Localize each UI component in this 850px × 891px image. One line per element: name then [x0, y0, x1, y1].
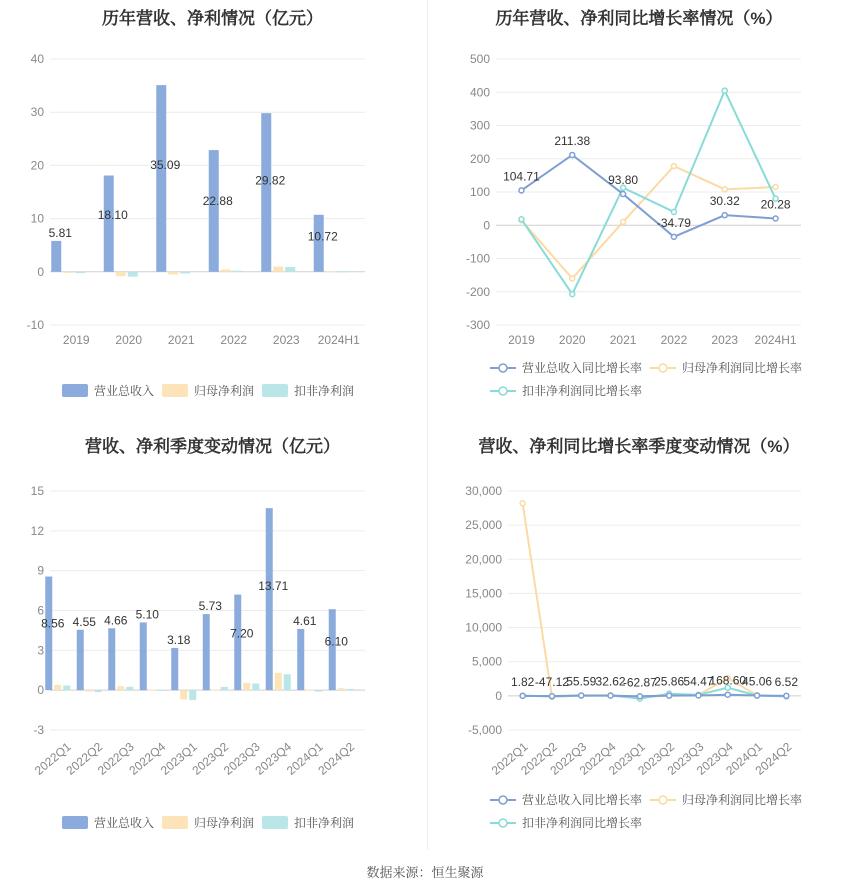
x-tick-label: 2023Q1 [606, 739, 648, 778]
bar-deducted-profit [285, 267, 295, 272]
x-tick-label: 2019 [508, 333, 535, 347]
y-tick-label: 20 [30, 158, 44, 173]
legend-swatch [162, 384, 188, 397]
x-tick-label: 2022Q2 [518, 739, 560, 778]
bar-deducted-profit [128, 272, 138, 277]
bar-revenue [171, 648, 178, 690]
legend-label: 归母净利润同比增长率 [682, 361, 803, 375]
chart-title: 营收、净利同比增长率季度变动情况（%） [478, 437, 800, 456]
data-point [621, 192, 626, 197]
legend-swatch [62, 816, 88, 829]
y-tick-label: 15,000 [465, 586, 502, 601]
bar-revenue [108, 628, 115, 690]
chart-panel-annual-revenue [0, 0, 425, 420]
x-tick-label: 2022Q4 [126, 739, 169, 778]
y-tick-label: 400 [469, 85, 490, 100]
data-source-footer: 数据来源：恒生聚源 [366, 865, 484, 880]
y-tick-label: 0 [37, 264, 44, 279]
legend-marker [499, 819, 507, 827]
data-point [520, 693, 525, 698]
legend-marker [499, 796, 507, 804]
x-tick-label: 2023 [711, 333, 739, 347]
data-label: 168.60 [709, 673, 747, 688]
bar-deducted-profit [252, 684, 259, 691]
y-tick-label: 0 [483, 218, 490, 233]
annual-revenue-chart [0, 0, 425, 420]
y-tick-label: -300 [465, 318, 490, 332]
bar-net-profit [54, 685, 61, 690]
x-tick-label: 2023Q4 [252, 739, 295, 778]
bar-revenue [45, 577, 52, 691]
data-point [519, 188, 524, 193]
bar-revenue [140, 622, 147, 690]
bar-deducted-profit [233, 271, 243, 272]
data-point [608, 693, 613, 698]
data-point [621, 219, 626, 224]
data-label: 18.10 [97, 207, 128, 222]
legend-marker [499, 364, 507, 372]
bar-net-profit [180, 690, 187, 699]
data-point [579, 693, 584, 698]
x-tick-label: 2024Q1 [283, 739, 326, 778]
legend-swatch [162, 816, 188, 829]
data-label: 29.82 [255, 173, 286, 188]
bar-deducted-profit [95, 690, 102, 692]
bar-revenue [77, 630, 84, 690]
legend-label: 归母净利润 [194, 384, 255, 398]
bar-deducted-profit [158, 690, 165, 691]
bar-deducted-profit [75, 272, 85, 273]
data-point [696, 693, 701, 698]
y-tick-label: 0 [495, 688, 502, 703]
legend-label: 扣非净利润 [294, 384, 355, 398]
data-label: 54.47 [683, 674, 714, 689]
bar-deducted-profit [315, 690, 322, 691]
quarterly-growth-chart [428, 422, 850, 850]
legend-label: 营业总收入 [94, 384, 155, 398]
bar-net-profit [275, 673, 282, 690]
data-point [773, 185, 778, 190]
y-tick-label: 20,000 [465, 552, 502, 567]
y-tick-label: 30 [30, 105, 44, 120]
data-label: 32.62 [595, 674, 626, 689]
legend-swatch [262, 816, 288, 829]
legend-label: 归母净利润 [194, 816, 255, 830]
data-label: 211.38 [554, 133, 591, 148]
y-tick-label: 30,000 [465, 484, 502, 498]
x-tick-label: 2023Q2 [189, 739, 232, 778]
data-point [671, 234, 676, 239]
bar-net-profit [338, 688, 345, 690]
y-tick-label: 10,000 [465, 620, 502, 635]
y-tick-label: 10 [30, 211, 44, 226]
chart-title: 历年营收、净利情况（亿元） [102, 9, 323, 28]
y-tick-label: -200 [465, 284, 490, 299]
data-point [520, 501, 525, 506]
chart-title: 营收、净利季度变动情况（亿元） [85, 437, 340, 456]
data-label: 6.10 [324, 634, 348, 649]
y-tick-label: 9 [37, 563, 44, 578]
x-tick-label: 2023Q4 [693, 739, 736, 778]
x-tick-label: 2022Q1 [31, 739, 74, 778]
data-point [784, 693, 789, 698]
bar-deducted-profit [284, 674, 291, 690]
data-label: 4.55 [72, 614, 96, 629]
bar-net-profit [326, 271, 336, 272]
y-tick-label: -3 [33, 723, 44, 737]
data-label: 8.56 [41, 616, 65, 631]
data-point [722, 187, 727, 192]
y-tick-label: 200 [469, 151, 490, 166]
y-tick-label: 100 [469, 185, 490, 199]
chart-panel-quarterly-growth [428, 422, 850, 850]
x-tick-label: 2024Q1 [723, 739, 765, 778]
bar-net-profit [306, 690, 313, 691]
annual-growth-chart [428, 0, 850, 420]
legend-marker [659, 364, 667, 372]
data-label: 3.18 [167, 632, 191, 647]
data-label: 6.52 [774, 674, 799, 689]
bar-revenue [234, 595, 241, 691]
data-label: 4.66 [104, 613, 128, 628]
bar-net-profit [86, 690, 93, 691]
bar-revenue [329, 609, 336, 690]
data-point [755, 693, 760, 698]
bar-net-profit [117, 686, 124, 690]
bar-revenue [156, 85, 166, 272]
data-point [667, 693, 672, 698]
data-point [773, 216, 778, 221]
bar-net-profit [63, 272, 73, 273]
y-tick-label: 5,000 [471, 654, 502, 669]
chart-panel-annual-growth [428, 0, 850, 420]
x-tick-label: 2022Q4 [576, 739, 619, 778]
x-tick-label: 2024Q2 [752, 739, 795, 778]
data-point [725, 692, 730, 697]
legend-label: 营业总收入同比增长率 [522, 361, 643, 375]
data-label: -47.12 [534, 675, 569, 690]
legend-label: 营业总收入同比增长率 [522, 793, 643, 807]
data-label: 30.32 [709, 194, 740, 209]
data-label: 4.61 [293, 613, 317, 628]
data-point [671, 164, 676, 169]
y-tick-label: 12 [30, 523, 44, 538]
bar-net-profit [221, 269, 231, 271]
x-tick-label: 2022 [220, 333, 248, 347]
data-point [722, 213, 727, 218]
y-tick-label: 500 [469, 52, 490, 66]
x-tick-label: 2023 [272, 333, 300, 347]
data-label: 5.10 [135, 607, 159, 622]
data-label: 10.72 [307, 229, 338, 244]
x-tick-label: 2024H1 [317, 333, 360, 347]
y-tick-label: 15 [30, 484, 44, 498]
x-tick-label: 2024Q2 [315, 739, 358, 778]
series-line [523, 695, 787, 697]
y-tick-label: -10 [26, 318, 44, 332]
bar-deducted-profit [63, 686, 70, 691]
data-point [637, 694, 642, 699]
x-tick-label: 2022 [660, 333, 688, 347]
bar-net-profit [273, 266, 283, 271]
bar-revenue [261, 113, 271, 272]
quarterly-revenue-chart [0, 422, 425, 850]
bar-revenue [297, 629, 304, 690]
data-point [570, 292, 575, 297]
legend-label: 营业总收入 [94, 816, 155, 830]
bar-revenue [266, 508, 273, 690]
data-label: 20.28 [760, 197, 791, 212]
data-label: -34.79 [656, 215, 691, 230]
data-label: 13.71 [258, 579, 289, 594]
data-point [519, 217, 524, 222]
bar-net-profit [149, 690, 156, 691]
data-label: 35.09 [150, 158, 181, 173]
x-tick-label: 2023Q1 [157, 739, 200, 778]
bar-net-profit [168, 272, 178, 275]
data-point [570, 152, 575, 157]
x-tick-label: 2023Q2 [635, 739, 678, 778]
bar-net-profit [212, 690, 219, 691]
bar-deducted-profit [126, 687, 133, 690]
bar-net-profit [116, 272, 126, 276]
legend-marker [499, 387, 507, 395]
data-label: 93.80 [608, 173, 639, 188]
legend-label: 扣非净利润同比增长率 [522, 816, 643, 830]
x-tick-label: 2024H1 [754, 333, 797, 347]
data-point [549, 694, 554, 699]
chart-title: 历年营收、净利同比增长率情况（%） [495, 9, 783, 28]
legend-label: 归母净利润同比增长率 [682, 793, 803, 807]
y-tick-label: 3 [37, 643, 44, 658]
x-tick-label: 2022Q1 [488, 739, 531, 778]
data-label: 22.88 [202, 193, 233, 208]
data-label: 25.86 [654, 674, 685, 689]
x-tick-label: 2023Q3 [664, 739, 707, 778]
data-point [671, 209, 676, 214]
x-tick-label: 2021 [609, 333, 637, 347]
bar-deducted-profit [338, 271, 348, 272]
x-tick-label: 2020 [558, 333, 586, 347]
legend-swatch [62, 384, 88, 397]
bar-deducted-profit [189, 690, 196, 700]
y-tick-label: 40 [30, 52, 44, 66]
data-label: 1.82 [510, 674, 535, 689]
bar-deducted-profit [347, 689, 354, 690]
data-label: 55.59 [566, 674, 597, 689]
data-label: 5.81 [48, 225, 72, 240]
bar-deducted-profit [221, 687, 228, 690]
x-tick-label: 2023Q3 [220, 739, 263, 778]
x-tick-label: 2021 [167, 333, 195, 347]
x-tick-label: 2020 [115, 333, 143, 347]
y-tick-label: 300 [469, 118, 490, 133]
data-label: 45.06 [742, 674, 773, 689]
legend-label: 扣非净利润 [294, 816, 355, 830]
data-label: 104.71 [503, 169, 540, 184]
y-tick-label: 6 [37, 603, 44, 618]
x-tick-label: 2022Q3 [547, 739, 590, 778]
bar-revenue [51, 241, 61, 272]
bar-revenue [209, 150, 219, 272]
y-tick-label: -100 [465, 251, 490, 266]
y-tick-label: 25,000 [465, 518, 502, 533]
data-label: 5.73 [198, 599, 222, 614]
legend-swatch [262, 384, 288, 397]
data-label: 7.20 [230, 626, 254, 641]
chart-panel-quarterly-revenue [0, 422, 425, 850]
series-line [521, 166, 775, 278]
y-tick-label: 0 [37, 683, 44, 698]
bar-revenue [203, 614, 210, 690]
x-tick-label: 2022Q2 [63, 739, 106, 778]
legend-marker [659, 796, 667, 804]
y-tick-label: -5,000 [467, 723, 502, 737]
bar-revenue [104, 176, 114, 272]
series-line [523, 503, 787, 697]
bar-net-profit [243, 683, 250, 690]
x-tick-label: 2019 [62, 333, 90, 347]
legend-label: 扣非净利润同比增长率 [522, 384, 643, 398]
data-point [570, 276, 575, 281]
data-label: -62.87 [622, 675, 657, 690]
bar-deducted-profit [180, 272, 190, 274]
x-tick-label: 2022Q3 [94, 739, 137, 778]
data-point [722, 88, 727, 93]
